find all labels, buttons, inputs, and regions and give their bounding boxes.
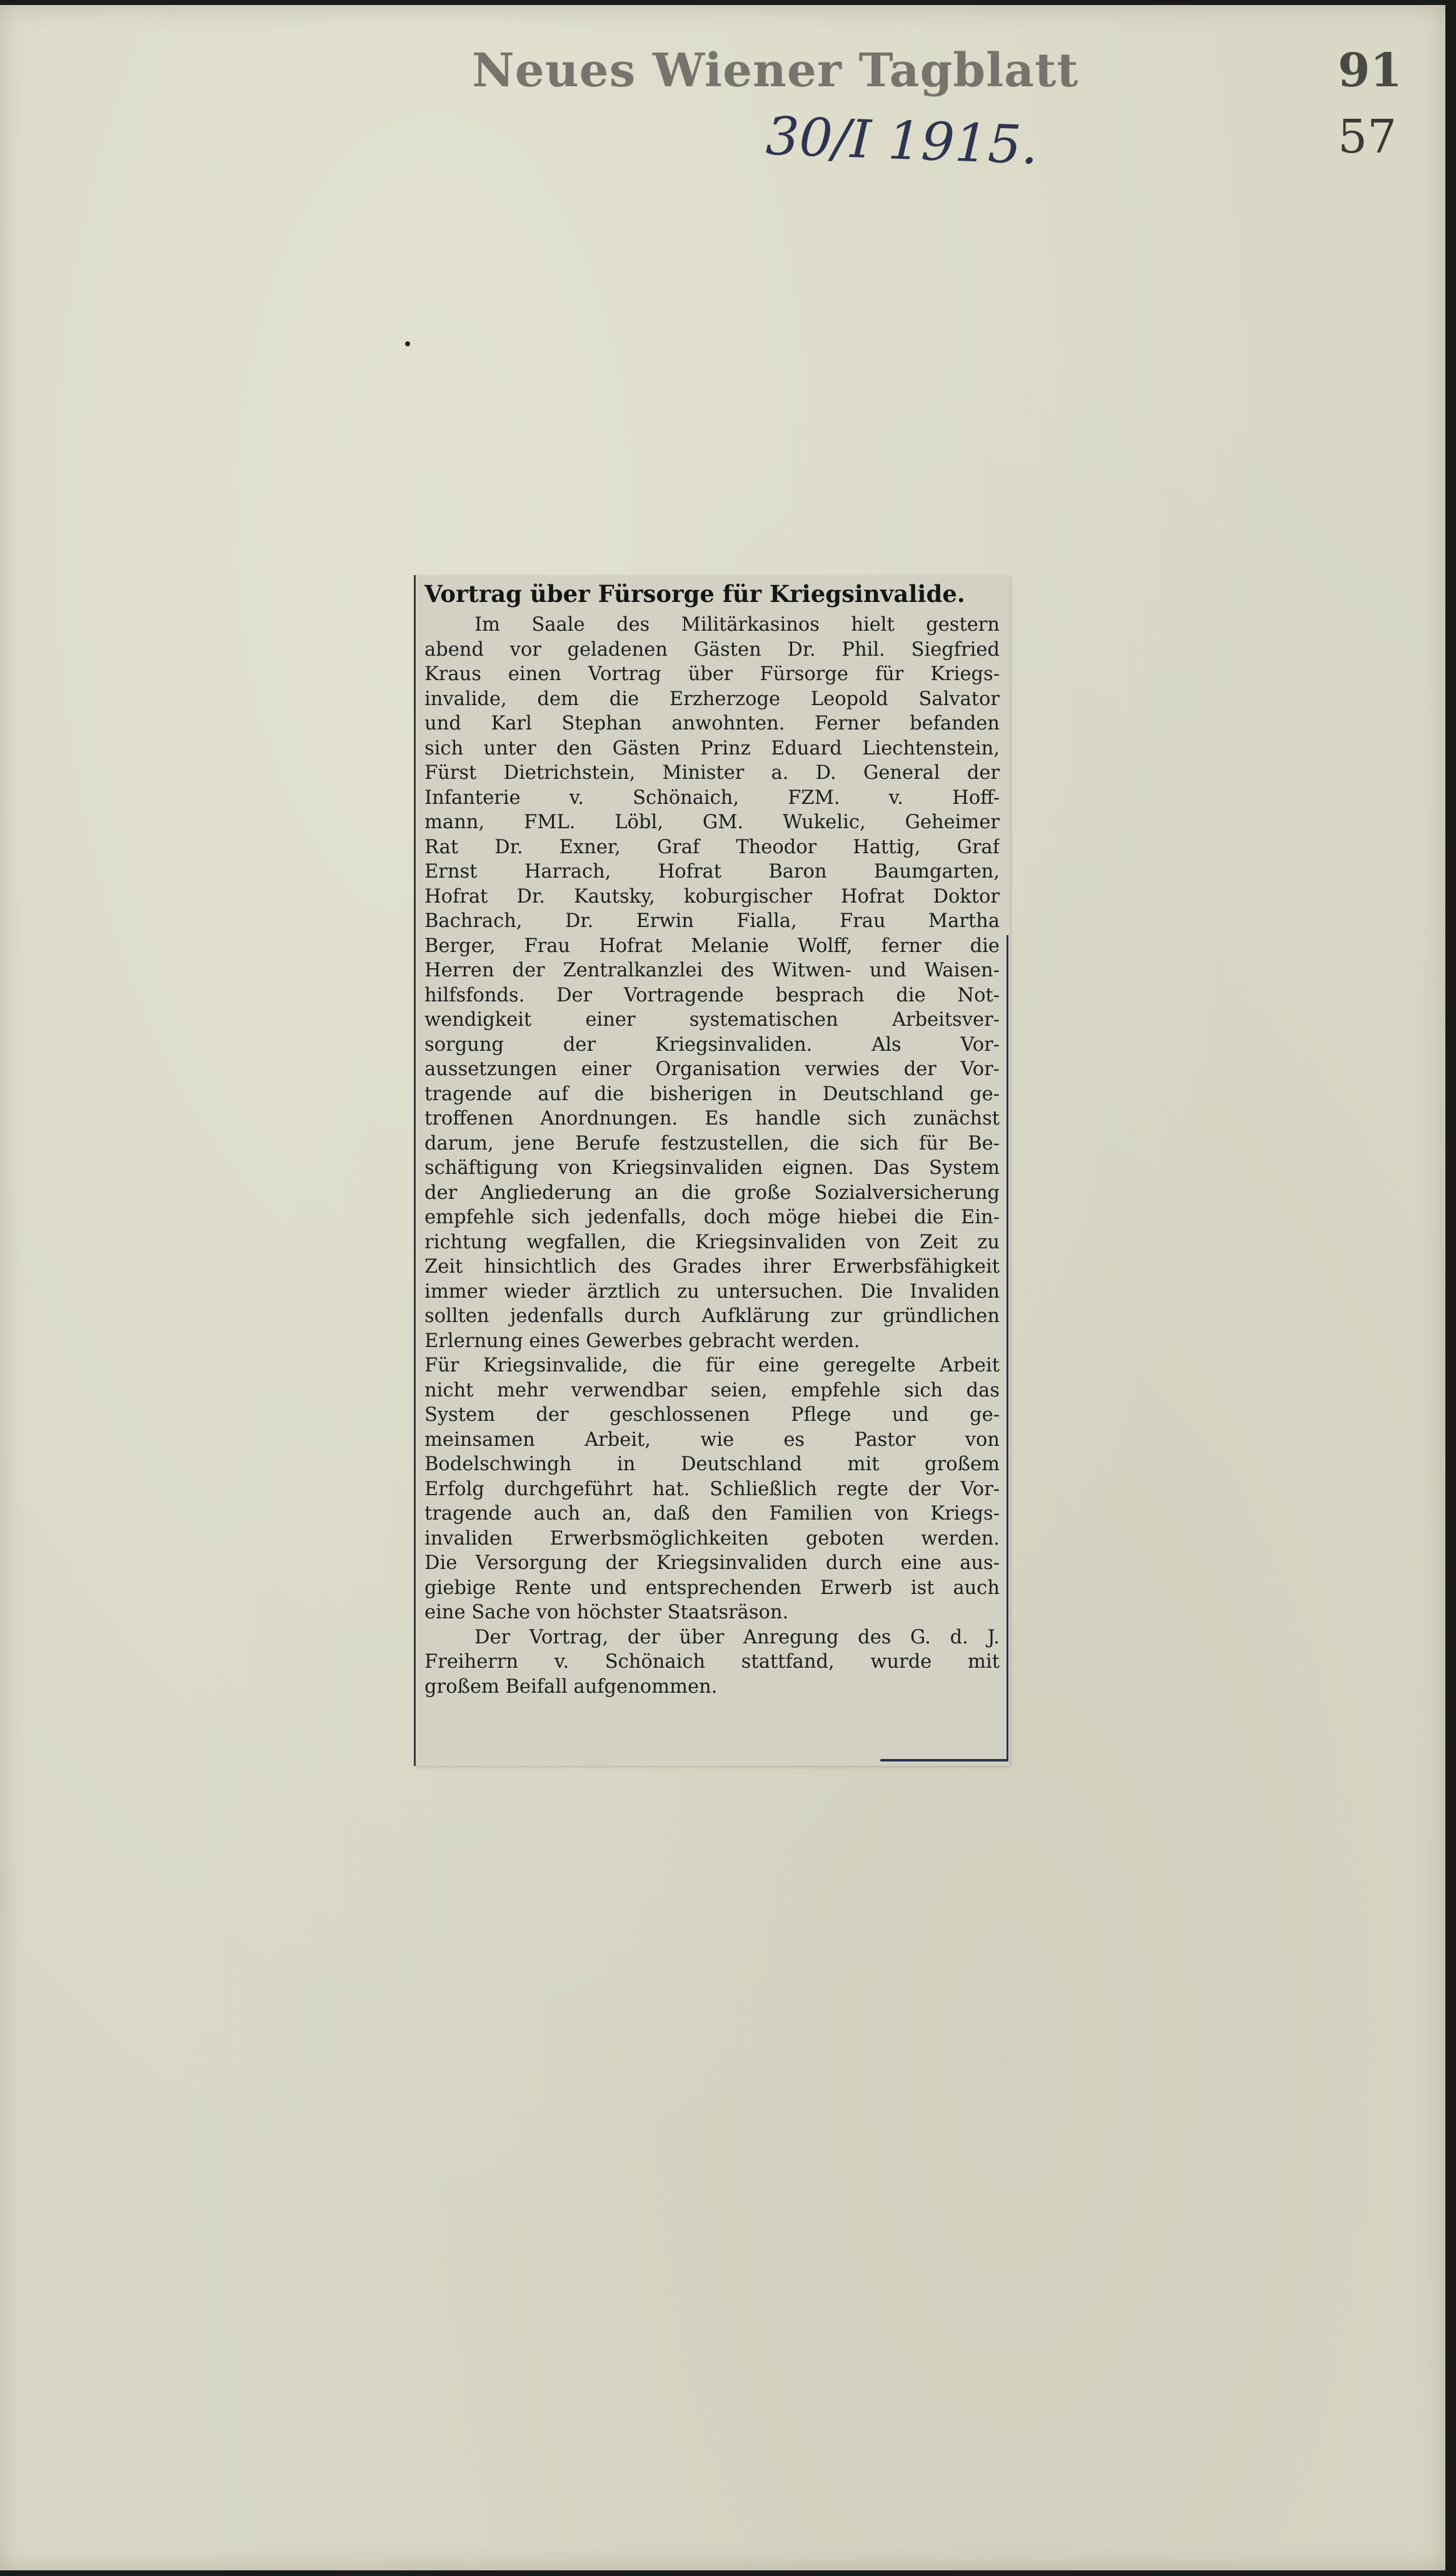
article-line: invalide, dem die Erzherzoge Leopold Salvator: [424, 688, 1000, 710]
article-line: großem Beifall aufgenommen.: [424, 1675, 718, 1698]
article-line: schäftigung von Kriegsinvaliden eignen. Das System: [424, 1157, 1000, 1179]
article-headline: Vortrag über Fürsorge für Kriegsinvalide.: [424, 580, 965, 608]
article-line: nicht mehr verwendbar seien, empfehle sich das: [424, 1379, 1000, 1401]
article-line: richtung wegfallen, die Kriegsinvaliden von Zeit zu: [424, 1231, 1000, 1253]
article-line: sollten jedenfalls durch Aufklärung zur gründlichen: [424, 1305, 1000, 1327]
newspaper-clipping: [414, 575, 1010, 1766]
article-line: Freiherrn v. Schönaich stattfand, wurde mit: [424, 1651, 1000, 1673]
article-line: Infanterie v. Schönaich, FZM. v. Hoff-: [424, 786, 1000, 809]
article-line: Herren der Zentralkanzlei des Witwen- und Waisen-: [424, 960, 1000, 981]
article-line: empfehle sich jedenfalls, doch möge hiebei die Ein-: [424, 1206, 1000, 1228]
article-line: mann, FML. Löbl, GM. Wukelic, Geheimer: [424, 811, 1000, 833]
ink-speck: [405, 341, 410, 346]
article-line: sorgung der Kriegsinvaliden. Als Vor-: [424, 1033, 1000, 1056]
handwritten-date: 30/I 1915.: [765, 105, 1040, 176]
article-line: Hofrat Dr. Kautsky, koburgischer Hofrat Doktor: [424, 885, 1000, 908]
article-line: System der geschlossenen Pflege und ge-: [424, 1404, 1000, 1426]
article-line: hilfsfonds. Der Vortragende besprach die Not-: [424, 984, 1000, 1006]
article-line: aussetzungen einer Organisation verwies der Vor-: [424, 1058, 1000, 1080]
newspaper-name-stamp: Neues Wiener Tagblatt: [472, 44, 1079, 98]
article-line: und Karl Stephan anwohnten. Ferner befanden: [424, 713, 1000, 734]
article-line: immer wieder ärztlich zu untersuchen. Die Invaliden: [424, 1280, 1000, 1303]
article-line: Kraus einen Vortrag über Fürsorge für Kriegs-: [424, 663, 1000, 685]
article-line: Erfolg durchgeführt hat. Schließlich regte der Vor-: [424, 1478, 1000, 1500]
article-line: giebige Rente und entsprechenden Erwerb ist auch: [424, 1576, 1000, 1599]
article-line: troffenen Anordnungen. Es handle sich zunächst: [424, 1108, 1000, 1130]
archive-number-stamp: 91: [1338, 44, 1402, 98]
article-line: eine Sache von höchster Staatsräson.: [424, 1601, 789, 1623]
archive-sheet: [0, 5, 1445, 2570]
article-line: Im Saale des Militärkasinos hielt gestern: [474, 614, 1000, 636]
article-line: meinsamen Arbeit, wie es Pastor von: [424, 1428, 1000, 1451]
page-number-stamp: 57: [1338, 110, 1397, 164]
article-line: Bachrach, Dr. Erwin Fialla, Frau Martha: [424, 910, 1000, 932]
article-line: Für Kriegsinvalide, die für eine geregelte Arbeit: [424, 1355, 1000, 1376]
article-line: invaliden Erwerbsmöglichkeiten geboten werden.: [424, 1527, 1000, 1550]
clipping-underline-mark: [880, 1759, 1008, 1762]
article-line: wendigkeit einer systematischen Arbeitsver-: [424, 1009, 1000, 1031]
article-line: Berger, Frau Hofrat Melanie Wolff, ferner die: [424, 935, 1000, 957]
article-line: der Angliederung an die große Sozialversicherung: [424, 1181, 1000, 1204]
article-line: Rat Dr. Exner, Graf Theodor Hattig, Graf: [424, 836, 1000, 858]
article-line: Bodelschwingh in Deutschland mit großem: [424, 1453, 1000, 1475]
article-line: tragende auf die bisherigen in Deutschland ge-: [424, 1083, 1000, 1105]
article-line: Zeit hinsichtlich des Grades ihrer Erwerbsfähigkeit: [424, 1256, 1000, 1278]
article-line: sich unter den Gästen Prinz Eduard Liechtenstein,: [424, 737, 1000, 759]
article-line: tragende auch an, daß den Familien von Kriegs-: [424, 1503, 1000, 1525]
article-line: Fürst Dietrichstein, Minister a. D. General der: [424, 762, 1000, 784]
article-line: Die Versorgung der Kriegsinvaliden durch eine aus-: [424, 1552, 1000, 1574]
article-line: Erlernung eines Gewerbes gebracht werden.: [424, 1330, 860, 1352]
article-line: darum, jene Berufe festzustellen, die sich für Be-: [424, 1132, 1000, 1155]
article-line: Ernst Harrach, Hofrat Baron Baumgarten,: [424, 861, 1000, 883]
article-line: Der Vortrag, der über Anregung des G. d. J.: [474, 1626, 1000, 1648]
article-line: abend vor geladenen Gästen Dr. Phil. Siegfried: [424, 638, 1000, 661]
clipping-edge-mark: [1007, 935, 1008, 1760]
